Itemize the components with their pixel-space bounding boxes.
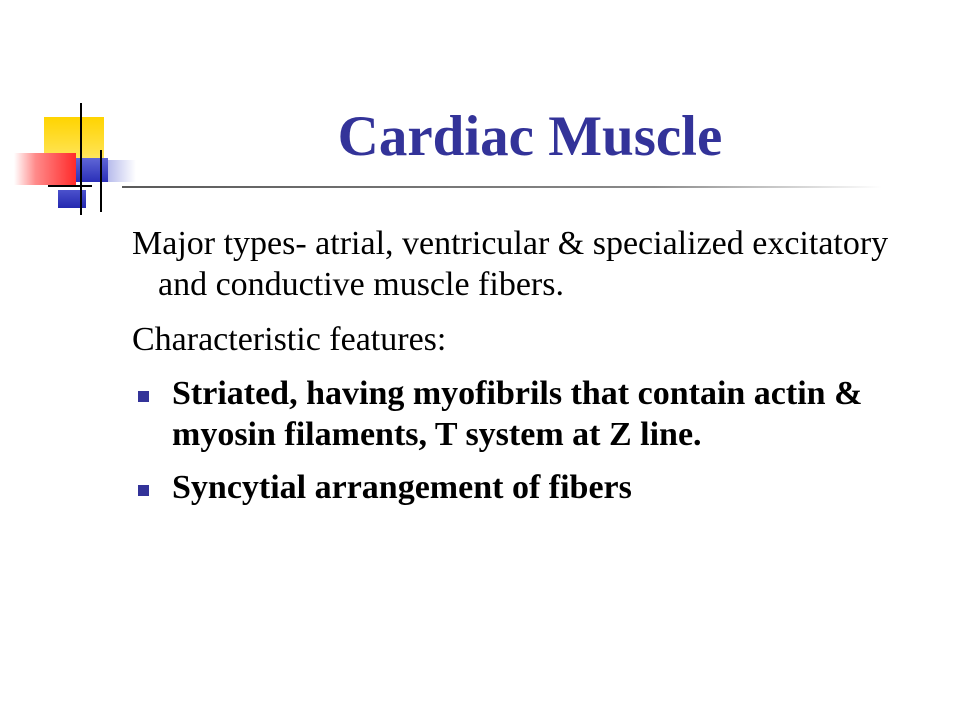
title-underline [122,186,882,188]
slide-title: Cardiac Muscle [337,105,723,168]
body-paragraph-features: Characteristic features: [132,320,447,358]
bullet-item-striated [132,374,912,456]
bullet-item-syncytial [132,468,912,509]
bullet-text: Syncytial arrangement of fibers [172,468,632,506]
body-paragraph-types: Major types- atrial, ventricular & specialized excitatory and conductive muscle fibers. [132,225,889,303]
bullet-text: Striated, having myofibrils that contain actin & myosin filaments, T system at Z line. [172,375,863,454]
slide-body [132,224,912,521]
square-bullet-icon [138,485,149,496]
horizontal-line-decoration [48,185,92,187]
square-bullet-icon [138,391,149,402]
